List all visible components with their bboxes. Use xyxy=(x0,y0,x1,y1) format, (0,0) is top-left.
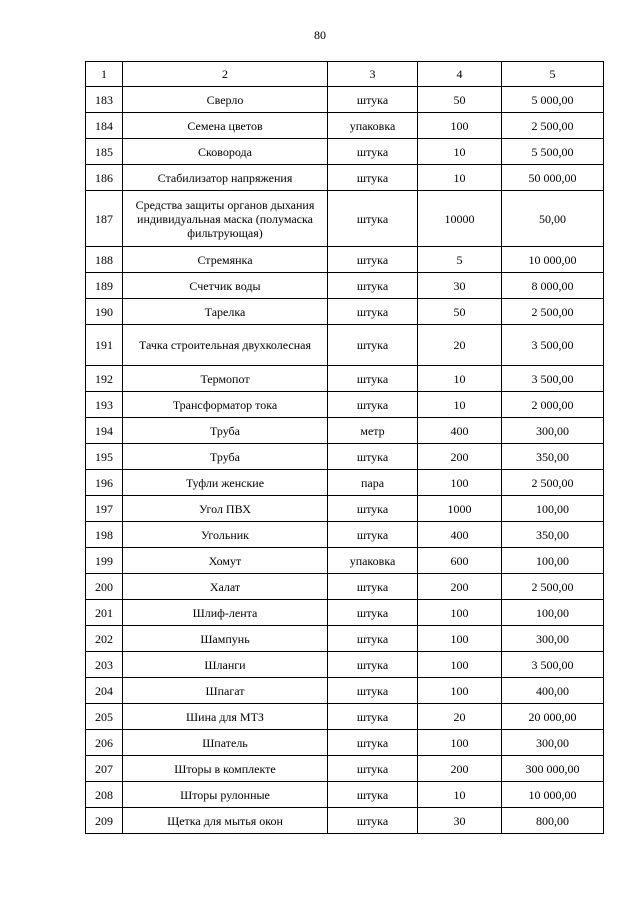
unit-cell: штука xyxy=(328,808,418,834)
quantity-cell: 20 xyxy=(418,325,502,366)
row-number-cell: 205 xyxy=(86,704,123,730)
quantity-cell: 30 xyxy=(418,273,502,299)
unit-cell: штука xyxy=(328,730,418,756)
unit-cell: штука xyxy=(328,392,418,418)
quantity-cell: 10 xyxy=(418,366,502,392)
item-name-cell: Счетчик воды xyxy=(123,273,328,299)
quantity-cell: 100 xyxy=(418,678,502,704)
item-name-cell: Туфли женские xyxy=(123,470,328,496)
quantity-cell: 20 xyxy=(418,704,502,730)
row-number-cell: 188 xyxy=(86,247,123,273)
row-number-cell: 187 xyxy=(86,191,123,247)
unit-cell: штука xyxy=(328,626,418,652)
quantity-cell: 10 xyxy=(418,392,502,418)
price-cell: 10 000,00 xyxy=(502,782,604,808)
price-cell: 5 000,00 xyxy=(502,87,604,113)
quantity-cell: 100 xyxy=(418,113,502,139)
row-number-cell: 194 xyxy=(86,418,123,444)
price-cell: 3 500,00 xyxy=(502,652,604,678)
row-number-cell: 204 xyxy=(86,678,123,704)
header-cell-1: 1 xyxy=(86,62,123,87)
table-row xyxy=(86,165,604,191)
table-row xyxy=(86,496,604,522)
price-cell: 5 500,00 xyxy=(502,139,604,165)
price-cell: 50,00 xyxy=(502,191,604,247)
item-name-cell: Тарелка xyxy=(123,299,328,325)
price-cell: 300,00 xyxy=(502,730,604,756)
price-cell: 350,00 xyxy=(502,444,604,470)
price-cell: 100,00 xyxy=(502,600,604,626)
header-cell-4: 4 xyxy=(418,62,502,87)
item-name-cell: Труба xyxy=(123,444,328,470)
item-name-cell: Стабилизатор напряжения xyxy=(123,165,328,191)
unit-cell: штука xyxy=(328,704,418,730)
price-cell: 3 500,00 xyxy=(502,325,604,366)
price-cell: 3 500,00 xyxy=(502,366,604,392)
item-name-cell: Шторы рулонные xyxy=(123,782,328,808)
price-cell: 20 000,00 xyxy=(502,704,604,730)
unit-cell: пара xyxy=(328,470,418,496)
quantity-cell: 1000 xyxy=(418,496,502,522)
table-row xyxy=(86,626,604,652)
table-header-row xyxy=(86,62,604,87)
unit-cell: штука xyxy=(328,444,418,470)
item-name-cell: Стремянка xyxy=(123,247,328,273)
table-row xyxy=(86,652,604,678)
unit-cell: штука xyxy=(328,652,418,678)
unit-cell: штука xyxy=(328,522,418,548)
row-number-cell: 186 xyxy=(86,165,123,191)
row-number-cell: 201 xyxy=(86,600,123,626)
unit-cell: штука xyxy=(328,299,418,325)
table-row xyxy=(86,678,604,704)
unit-cell: штука xyxy=(328,496,418,522)
table-row xyxy=(86,782,604,808)
table-row xyxy=(86,87,604,113)
quantity-cell: 400 xyxy=(418,522,502,548)
item-name-cell: Шпатель xyxy=(123,730,328,756)
item-name-cell: Хомут xyxy=(123,548,328,574)
unit-cell: метр xyxy=(328,418,418,444)
item-name-cell: Угол ПВХ xyxy=(123,496,328,522)
price-cell: 100,00 xyxy=(502,496,604,522)
table-row xyxy=(86,139,604,165)
table-row xyxy=(86,299,604,325)
item-name-cell: Шланги xyxy=(123,652,328,678)
quantity-cell: 200 xyxy=(418,756,502,782)
header-cell-5: 5 xyxy=(502,62,604,87)
unit-cell: штука xyxy=(328,165,418,191)
table-row xyxy=(86,444,604,470)
quantity-cell: 50 xyxy=(418,299,502,325)
item-name-cell: Шампунь xyxy=(123,626,328,652)
row-number-cell: 196 xyxy=(86,470,123,496)
item-name-cell: Трансформатор тока xyxy=(123,392,328,418)
quantity-cell: 10 xyxy=(418,139,502,165)
price-cell: 2 500,00 xyxy=(502,299,604,325)
item-name-cell: Средства защиты органов дыхания индивидуальная маска (полумаска фильтрующая) xyxy=(123,191,328,247)
item-name-cell: Шпагат xyxy=(123,678,328,704)
table-row xyxy=(86,247,604,273)
item-name-cell: Халат xyxy=(123,574,328,600)
quantity-cell: 10 xyxy=(418,165,502,191)
price-cell: 300,00 xyxy=(502,626,604,652)
row-number-cell: 190 xyxy=(86,299,123,325)
price-cell: 300,00 xyxy=(502,418,604,444)
table-row xyxy=(86,574,604,600)
table-row xyxy=(86,522,604,548)
price-cell: 2 500,00 xyxy=(502,113,604,139)
table-row xyxy=(86,756,604,782)
quantity-cell: 600 xyxy=(418,548,502,574)
quantity-cell: 100 xyxy=(418,600,502,626)
page-number: 80 xyxy=(314,28,326,42)
row-number-cell: 184 xyxy=(86,113,123,139)
unit-cell: упаковка xyxy=(328,113,418,139)
item-name-cell: Труба xyxy=(123,418,328,444)
quantity-cell: 10 xyxy=(418,782,502,808)
unit-cell: штука xyxy=(328,87,418,113)
row-number-cell: 192 xyxy=(86,366,123,392)
row-number-cell: 200 xyxy=(86,574,123,600)
price-cell: 350,00 xyxy=(502,522,604,548)
quantity-cell: 100 xyxy=(418,730,502,756)
unit-cell: штука xyxy=(328,139,418,165)
unit-cell: штука xyxy=(328,678,418,704)
price-cell: 800,00 xyxy=(502,808,604,834)
row-number-cell: 199 xyxy=(86,548,123,574)
price-cell: 400,00 xyxy=(502,678,604,704)
unit-cell: штука xyxy=(328,273,418,299)
item-name-cell: Щетка для мытья окон xyxy=(123,808,328,834)
price-cell: 50 000,00 xyxy=(502,165,604,191)
row-number-cell: 197 xyxy=(86,496,123,522)
price-cell: 8 000,00 xyxy=(502,273,604,299)
row-number-cell: 206 xyxy=(86,730,123,756)
row-number-cell: 208 xyxy=(86,782,123,808)
price-cell: 10 000,00 xyxy=(502,247,604,273)
price-cell: 100,00 xyxy=(502,548,604,574)
item-name-cell: Сверло xyxy=(123,87,328,113)
quantity-cell: 200 xyxy=(418,574,502,600)
quantity-cell: 100 xyxy=(418,626,502,652)
row-number-cell: 185 xyxy=(86,139,123,165)
quantity-cell: 100 xyxy=(418,652,502,678)
row-number-cell: 209 xyxy=(86,808,123,834)
items-table xyxy=(85,61,604,834)
unit-cell: штука xyxy=(328,325,418,366)
price-cell: 2 000,00 xyxy=(502,392,604,418)
quantity-cell: 5 xyxy=(418,247,502,273)
table-row xyxy=(86,191,604,247)
header-cell-3: 3 xyxy=(328,62,418,87)
row-number-cell: 195 xyxy=(86,444,123,470)
table-row xyxy=(86,548,604,574)
row-number-cell: 193 xyxy=(86,392,123,418)
row-number-cell: 202 xyxy=(86,626,123,652)
table-row xyxy=(86,273,604,299)
quantity-cell: 100 xyxy=(418,470,502,496)
unit-cell: штука xyxy=(328,574,418,600)
quantity-cell: 200 xyxy=(418,444,502,470)
unit-cell: штука xyxy=(328,600,418,626)
header-cell-2: 2 xyxy=(123,62,328,87)
item-name-cell: Сковорода xyxy=(123,139,328,165)
item-name-cell: Шторы в комплекте xyxy=(123,756,328,782)
unit-cell: штука xyxy=(328,366,418,392)
table-row xyxy=(86,470,604,496)
table-row xyxy=(86,704,604,730)
quantity-cell: 400 xyxy=(418,418,502,444)
quantity-cell: 50 xyxy=(418,87,502,113)
quantity-cell: 30 xyxy=(418,808,502,834)
price-cell: 300 000,00 xyxy=(502,756,604,782)
unit-cell: упаковка xyxy=(328,548,418,574)
table-row xyxy=(86,600,604,626)
unit-cell: штука xyxy=(328,247,418,273)
table-row xyxy=(86,113,604,139)
row-number-cell: 203 xyxy=(86,652,123,678)
unit-cell: штука xyxy=(328,782,418,808)
row-number-cell: 191 xyxy=(86,325,123,366)
row-number-cell: 198 xyxy=(86,522,123,548)
table-row xyxy=(86,730,604,756)
price-cell: 2 500,00 xyxy=(502,574,604,600)
quantity-cell: 10000 xyxy=(418,191,502,247)
unit-cell: штука xyxy=(328,191,418,247)
row-number-cell: 189 xyxy=(86,273,123,299)
item-name-cell: Шлиф-лента xyxy=(123,600,328,626)
row-number-cell: 183 xyxy=(86,87,123,113)
item-name-cell: Угольник xyxy=(123,522,328,548)
table-row xyxy=(86,325,604,366)
item-name-cell: Термопот xyxy=(123,366,328,392)
table-row xyxy=(86,366,604,392)
item-name-cell: Шина для МТЗ xyxy=(123,704,328,730)
table-row xyxy=(86,392,604,418)
price-cell: 2 500,00 xyxy=(502,470,604,496)
row-number-cell: 207 xyxy=(86,756,123,782)
unit-cell: штука xyxy=(328,756,418,782)
table-row xyxy=(86,808,604,834)
table-row xyxy=(86,418,604,444)
item-name-cell: Семена цветов xyxy=(123,113,328,139)
item-name-cell: Тачка строительная двухколесная xyxy=(123,325,328,366)
